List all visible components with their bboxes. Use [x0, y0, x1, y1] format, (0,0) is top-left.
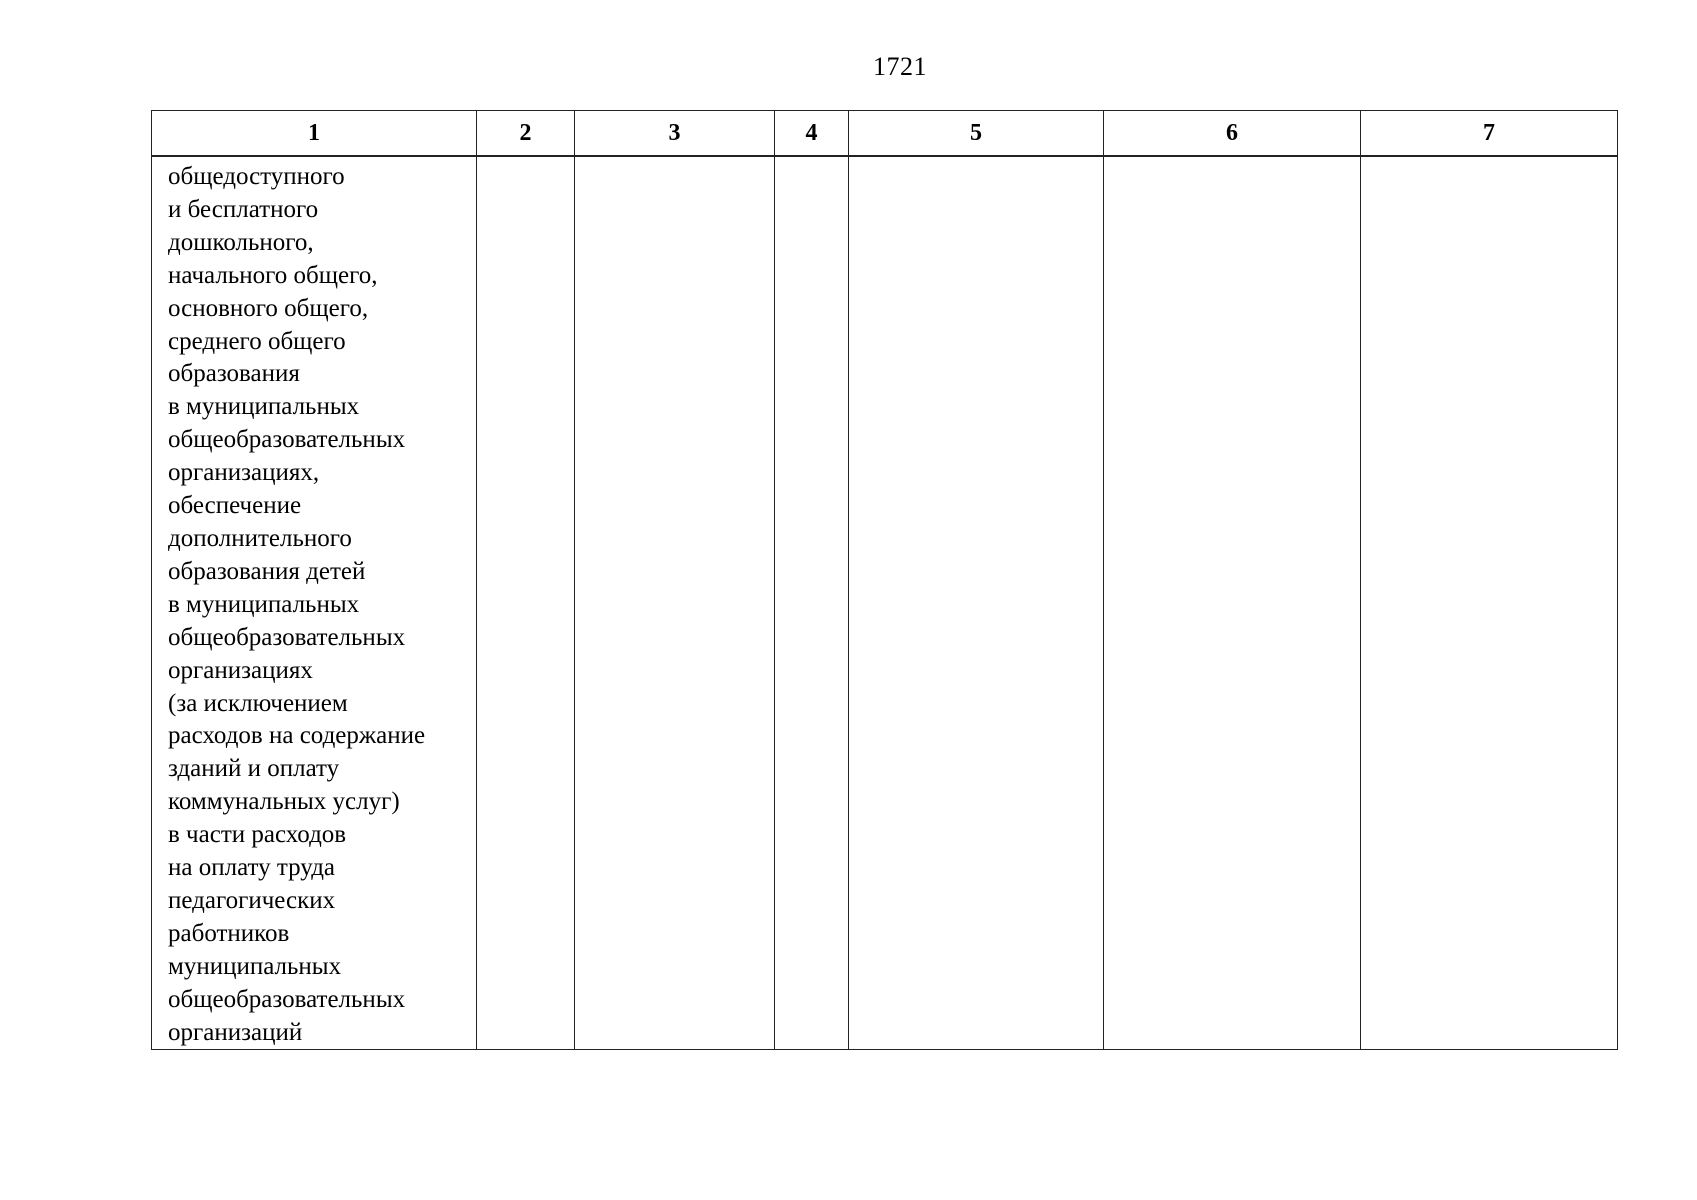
description-line: и бесплатного	[168, 195, 319, 223]
cell-col-2	[477, 156, 575, 1050]
table-row	[152, 156, 1618, 1050]
description-line: обеспечение	[168, 492, 302, 520]
description-line: в муниципальных	[168, 590, 360, 618]
description-line: общеобразовательных	[168, 985, 406, 1013]
cell-col-7	[1361, 156, 1618, 1050]
column-header-1: 1	[152, 111, 477, 157]
column-header-4: 4	[775, 111, 849, 157]
column-header-7: 7	[1361, 111, 1618, 157]
cell-col-5	[849, 156, 1104, 1050]
description-line: образования	[168, 360, 300, 388]
description-line: среднего общего	[168, 327, 346, 355]
cell-col-6	[1104, 156, 1361, 1050]
description-line: коммунальных услуг)	[168, 788, 400, 816]
description-line: организациях,	[168, 459, 320, 487]
description-line: основного общего,	[168, 294, 369, 322]
column-header-2: 2	[477, 111, 575, 157]
description-line: в части расходов	[168, 821, 347, 849]
description-line: (за исключением	[168, 689, 348, 717]
table-header	[152, 111, 1618, 157]
column-header-3: 3	[575, 111, 775, 157]
description-line: на оплату труда	[168, 854, 336, 882]
column-header-6: 6	[1104, 111, 1361, 157]
cell-col-3	[575, 156, 775, 1050]
description-line: образования детей	[168, 557, 366, 585]
description-line: муниципальных	[168, 952, 342, 980]
header-row	[152, 111, 1618, 157]
table-body	[152, 156, 1618, 1050]
description-line: начального общего,	[168, 261, 378, 289]
description-line: дополнительного	[168, 524, 352, 552]
cell-col-1	[152, 156, 477, 1050]
column-header-5: 5	[849, 111, 1104, 157]
description-line: общеобразовательных	[168, 426, 406, 454]
description-line: общеобразовательных	[168, 623, 406, 651]
description-line: педагогических	[168, 886, 336, 914]
description-line: организаций	[168, 1018, 303, 1046]
page-number: 1721	[873, 52, 927, 81]
description-text	[152, 157, 476, 1049]
description-line: организациях	[168, 656, 313, 684]
budget-table	[151, 110, 1618, 1050]
description-line: общедоступного	[168, 163, 345, 190]
description-line: в муниципальных	[168, 393, 360, 421]
description-line: дошкольного,	[168, 228, 314, 256]
description-line: зданий и оплату	[168, 755, 340, 783]
description-line: работников	[168, 919, 290, 947]
cell-col-4	[775, 156, 849, 1050]
description-line: расходов на содержание	[168, 722, 426, 750]
